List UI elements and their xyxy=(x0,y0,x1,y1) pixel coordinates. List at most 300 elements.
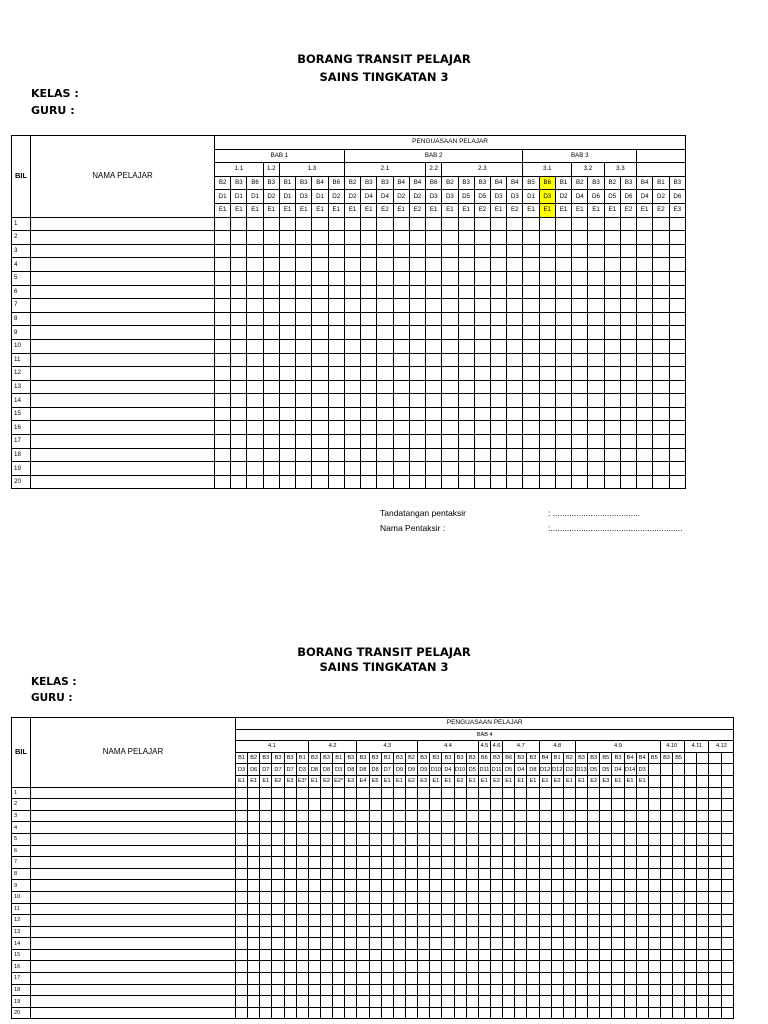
mastery-cell[interactable] xyxy=(673,868,685,880)
mastery-cell[interactable] xyxy=(588,339,604,353)
mastery-cell[interactable] xyxy=(490,312,506,326)
mastery-cell[interactable] xyxy=(612,938,624,950)
mastery-cell[interactable] xyxy=(333,961,345,973)
mastery-cell[interactable] xyxy=(393,903,405,915)
mastery-cell[interactable] xyxy=(527,926,539,938)
mastery-cell[interactable] xyxy=(697,810,709,822)
mastery-cell[interactable] xyxy=(653,244,669,258)
mastery-cell[interactable] xyxy=(405,1007,417,1019)
mastery-cell[interactable] xyxy=(333,833,345,845)
mastery-cell[interactable] xyxy=(539,868,551,880)
mastery-cell[interactable] xyxy=(263,271,279,285)
student-name-cell[interactable] xyxy=(31,448,215,462)
mastery-cell[interactable] xyxy=(357,949,369,961)
mastery-cell[interactable] xyxy=(515,891,527,903)
mastery-cell[interactable] xyxy=(328,339,344,353)
mastery-cell[interactable] xyxy=(279,462,295,476)
mastery-cell[interactable] xyxy=(636,868,648,880)
student-name-cell[interactable] xyxy=(31,475,215,489)
mastery-cell[interactable] xyxy=(215,394,231,408)
mastery-cell[interactable] xyxy=(409,394,425,408)
mastery-cell[interactable] xyxy=(507,380,523,394)
mastery-cell[interactable] xyxy=(296,435,312,449)
mastery-cell[interactable] xyxy=(418,799,430,811)
student-name-cell[interactable] xyxy=(31,312,215,326)
mastery-cell[interactable] xyxy=(637,435,653,449)
mastery-cell[interactable] xyxy=(539,271,555,285)
mastery-cell[interactable] xyxy=(527,915,539,927)
mastery-cell[interactable] xyxy=(515,799,527,811)
mastery-cell[interactable] xyxy=(685,949,697,961)
mastery-cell[interactable] xyxy=(361,407,377,421)
mastery-cell[interactable] xyxy=(454,961,466,973)
mastery-cell[interactable] xyxy=(503,880,515,892)
mastery-cell[interactable] xyxy=(454,880,466,892)
mastery-cell[interactable] xyxy=(296,868,308,880)
mastery-cell[interactable] xyxy=(503,822,515,834)
mastery-cell[interactable] xyxy=(523,244,539,258)
mastery-cell[interactable] xyxy=(490,1007,502,1019)
mastery-cell[interactable] xyxy=(612,961,624,973)
mastery-cell[interactable] xyxy=(697,996,709,1008)
mastery-cell[interactable] xyxy=(474,258,490,272)
mastery-cell[interactable] xyxy=(673,926,685,938)
mastery-cell[interactable] xyxy=(215,312,231,326)
mastery-cell[interactable] xyxy=(523,326,539,340)
mastery-cell[interactable] xyxy=(215,258,231,272)
mastery-cell[interactable] xyxy=(263,244,279,258)
mastery-cell[interactable] xyxy=(409,462,425,476)
mastery-cell[interactable] xyxy=(551,973,563,985)
mastery-cell[interactable] xyxy=(490,299,506,313)
mastery-cell[interactable] xyxy=(697,915,709,927)
mastery-cell[interactable] xyxy=(357,903,369,915)
mastery-cell[interactable] xyxy=(393,799,405,811)
mastery-cell[interactable] xyxy=(503,996,515,1008)
mastery-cell[interactable] xyxy=(454,949,466,961)
mastery-cell[interactable] xyxy=(636,799,648,811)
mastery-cell[interactable] xyxy=(231,435,247,449)
mastery-cell[interactable] xyxy=(248,926,260,938)
mastery-cell[interactable] xyxy=(279,407,295,421)
mastery-cell[interactable] xyxy=(539,258,555,272)
mastery-cell[interactable] xyxy=(409,339,425,353)
mastery-cell[interactable] xyxy=(673,880,685,892)
student-name-cell[interactable] xyxy=(31,299,215,313)
mastery-cell[interactable] xyxy=(600,845,612,857)
mastery-cell[interactable] xyxy=(673,938,685,950)
mastery-cell[interactable] xyxy=(357,996,369,1008)
mastery-cell[interactable] xyxy=(231,353,247,367)
mastery-cell[interactable] xyxy=(709,961,721,973)
mastery-cell[interactable] xyxy=(260,949,272,961)
mastery-cell[interactable] xyxy=(409,475,425,489)
mastery-cell[interactable] xyxy=(308,938,320,950)
mastery-cell[interactable] xyxy=(624,915,636,927)
mastery-cell[interactable] xyxy=(588,868,600,880)
mastery-cell[interactable] xyxy=(604,285,620,299)
mastery-cell[interactable] xyxy=(248,787,260,799)
mastery-cell[interactable] xyxy=(418,996,430,1008)
mastery-cell[interactable] xyxy=(272,799,284,811)
mastery-cell[interactable] xyxy=(620,394,636,408)
mastery-cell[interactable] xyxy=(369,880,381,892)
mastery-cell[interactable] xyxy=(721,891,734,903)
mastery-cell[interactable] xyxy=(507,475,523,489)
mastery-cell[interactable] xyxy=(636,915,648,927)
mastery-cell[interactable] xyxy=(600,926,612,938)
mastery-cell[interactable] xyxy=(490,271,506,285)
mastery-cell[interactable] xyxy=(575,926,587,938)
mastery-cell[interactable] xyxy=(308,833,320,845)
mastery-cell[interactable] xyxy=(539,462,555,476)
mastery-cell[interactable] xyxy=(507,448,523,462)
mastery-cell[interactable] xyxy=(345,949,357,961)
mastery-cell[interactable] xyxy=(612,799,624,811)
mastery-cell[interactable] xyxy=(328,475,344,489)
mastery-cell[interactable] xyxy=(507,258,523,272)
mastery-cell[interactable] xyxy=(284,949,296,961)
mastery-cell[interactable] xyxy=(442,973,454,985)
mastery-cell[interactable] xyxy=(539,833,551,845)
mastery-cell[interactable] xyxy=(648,799,660,811)
mastery-cell[interactable] xyxy=(539,857,551,869)
mastery-cell[interactable] xyxy=(215,271,231,285)
mastery-cell[interactable] xyxy=(328,312,344,326)
mastery-cell[interactable] xyxy=(563,973,575,985)
mastery-cell[interactable] xyxy=(673,833,685,845)
mastery-cell[interactable] xyxy=(272,880,284,892)
mastery-cell[interactable] xyxy=(296,217,312,231)
mastery-cell[interactable] xyxy=(600,891,612,903)
mastery-cell[interactable] xyxy=(490,891,502,903)
mastery-cell[interactable] xyxy=(426,421,442,435)
mastery-cell[interactable] xyxy=(697,984,709,996)
mastery-cell[interactable] xyxy=(442,285,458,299)
mastery-cell[interactable] xyxy=(507,244,523,258)
mastery-cell[interactable] xyxy=(442,1007,454,1019)
mastery-cell[interactable] xyxy=(393,394,409,408)
mastery-cell[interactable] xyxy=(393,845,405,857)
mastery-cell[interactable] xyxy=(393,448,409,462)
mastery-cell[interactable] xyxy=(231,231,247,245)
mastery-cell[interactable] xyxy=(369,810,381,822)
mastery-cell[interactable] xyxy=(660,926,672,938)
mastery-cell[interactable] xyxy=(361,394,377,408)
mastery-cell[interactable] xyxy=(263,462,279,476)
mastery-cell[interactable] xyxy=(620,475,636,489)
mastery-cell[interactable] xyxy=(660,799,672,811)
mastery-cell[interactable] xyxy=(248,799,260,811)
mastery-cell[interactable] xyxy=(600,857,612,869)
mastery-cell[interactable] xyxy=(624,880,636,892)
mastery-cell[interactable] xyxy=(478,984,490,996)
mastery-cell[interactable] xyxy=(418,845,430,857)
mastery-cell[interactable] xyxy=(369,787,381,799)
mastery-cell[interactable] xyxy=(344,367,360,381)
mastery-cell[interactable] xyxy=(393,380,409,394)
mastery-cell[interactable] xyxy=(333,799,345,811)
mastery-cell[interactable] xyxy=(272,868,284,880)
mastery-cell[interactable] xyxy=(296,285,312,299)
mastery-cell[interactable] xyxy=(685,1007,697,1019)
mastery-cell[interactable] xyxy=(263,339,279,353)
mastery-cell[interactable] xyxy=(555,462,571,476)
mastery-cell[interactable] xyxy=(466,903,478,915)
mastery-cell[interactable] xyxy=(328,367,344,381)
mastery-cell[interactable] xyxy=(454,891,466,903)
mastery-cell[interactable] xyxy=(527,996,539,1008)
mastery-cell[interactable] xyxy=(478,799,490,811)
mastery-cell[interactable] xyxy=(405,938,417,950)
mastery-cell[interactable] xyxy=(308,926,320,938)
mastery-cell[interactable] xyxy=(572,421,588,435)
mastery-cell[interactable] xyxy=(572,258,588,272)
student-name-cell[interactable] xyxy=(31,926,236,938)
mastery-cell[interactable] xyxy=(344,448,360,462)
mastery-cell[interactable] xyxy=(215,407,231,421)
mastery-cell[interactable] xyxy=(333,949,345,961)
mastery-cell[interactable] xyxy=(637,448,653,462)
mastery-cell[interactable] xyxy=(458,367,474,381)
mastery-cell[interactable] xyxy=(454,984,466,996)
mastery-cell[interactable] xyxy=(308,915,320,927)
mastery-cell[interactable] xyxy=(515,880,527,892)
mastery-cell[interactable] xyxy=(624,822,636,834)
mastery-cell[interactable] xyxy=(673,787,685,799)
mastery-cell[interactable] xyxy=(426,231,442,245)
mastery-cell[interactable] xyxy=(418,961,430,973)
mastery-cell[interactable] xyxy=(523,407,539,421)
mastery-cell[interactable] xyxy=(357,845,369,857)
mastery-cell[interactable] xyxy=(454,973,466,985)
mastery-cell[interactable] xyxy=(377,394,393,408)
mastery-cell[interactable] xyxy=(357,880,369,892)
mastery-cell[interactable] xyxy=(551,880,563,892)
mastery-cell[interactable] xyxy=(721,857,734,869)
mastery-cell[interactable] xyxy=(523,475,539,489)
mastery-cell[interactable] xyxy=(405,810,417,822)
mastery-cell[interactable] xyxy=(260,938,272,950)
mastery-cell[interactable] xyxy=(604,407,620,421)
mastery-cell[interactable] xyxy=(575,891,587,903)
mastery-cell[interactable] xyxy=(697,926,709,938)
mastery-cell[interactable] xyxy=(369,973,381,985)
mastery-cell[interactable] xyxy=(430,915,442,927)
mastery-cell[interactable] xyxy=(454,903,466,915)
mastery-cell[interactable] xyxy=(458,339,474,353)
mastery-cell[interactable] xyxy=(474,462,490,476)
mastery-cell[interactable] xyxy=(620,353,636,367)
mastery-cell[interactable] xyxy=(620,217,636,231)
student-name-cell[interactable] xyxy=(31,326,215,340)
mastery-cell[interactable] xyxy=(648,891,660,903)
mastery-cell[interactable] xyxy=(636,822,648,834)
mastery-cell[interactable] xyxy=(279,394,295,408)
mastery-cell[interactable] xyxy=(660,787,672,799)
mastery-cell[interactable] xyxy=(637,475,653,489)
mastery-cell[interactable] xyxy=(247,217,263,231)
mastery-cell[interactable] xyxy=(612,822,624,834)
mastery-cell[interactable] xyxy=(430,973,442,985)
mastery-cell[interactable] xyxy=(588,394,604,408)
mastery-cell[interactable] xyxy=(442,435,458,449)
mastery-cell[interactable] xyxy=(604,312,620,326)
mastery-cell[interactable] xyxy=(418,973,430,985)
mastery-cell[interactable] xyxy=(466,857,478,869)
mastery-cell[interactable] xyxy=(709,891,721,903)
mastery-cell[interactable] xyxy=(490,367,506,381)
mastery-cell[interactable] xyxy=(555,271,571,285)
mastery-cell[interactable] xyxy=(474,312,490,326)
mastery-cell[interactable] xyxy=(466,880,478,892)
mastery-cell[interactable] xyxy=(284,1007,296,1019)
mastery-cell[interactable] xyxy=(272,891,284,903)
mastery-cell[interactable] xyxy=(600,868,612,880)
mastery-cell[interactable] xyxy=(466,938,478,950)
mastery-cell[interactable] xyxy=(357,822,369,834)
mastery-cell[interactable] xyxy=(669,231,686,245)
mastery-cell[interactable] xyxy=(369,996,381,1008)
mastery-cell[interactable] xyxy=(418,903,430,915)
mastery-cell[interactable] xyxy=(575,810,587,822)
mastery-cell[interactable] xyxy=(490,938,502,950)
mastery-cell[interactable] xyxy=(231,312,247,326)
mastery-cell[interactable] xyxy=(474,271,490,285)
mastery-cell[interactable] xyxy=(539,938,551,950)
mastery-cell[interactable] xyxy=(697,891,709,903)
mastery-cell[interactable] xyxy=(284,926,296,938)
mastery-cell[interactable] xyxy=(357,984,369,996)
mastery-cell[interactable] xyxy=(604,380,620,394)
mastery-cell[interactable] xyxy=(604,299,620,313)
mastery-cell[interactable] xyxy=(308,903,320,915)
mastery-cell[interactable] xyxy=(515,938,527,950)
mastery-cell[interactable] xyxy=(709,926,721,938)
mastery-cell[interactable] xyxy=(442,949,454,961)
mastery-cell[interactable] xyxy=(409,435,425,449)
mastery-cell[interactable] xyxy=(507,339,523,353)
mastery-cell[interactable] xyxy=(563,833,575,845)
mastery-cell[interactable] xyxy=(637,312,653,326)
mastery-cell[interactable] xyxy=(490,217,506,231)
mastery-cell[interactable] xyxy=(296,996,308,1008)
mastery-cell[interactable] xyxy=(624,938,636,950)
mastery-cell[interactable] xyxy=(653,435,669,449)
mastery-cell[interactable] xyxy=(539,810,551,822)
mastery-cell[interactable] xyxy=(308,996,320,1008)
mastery-cell[interactable] xyxy=(393,868,405,880)
mastery-cell[interactable] xyxy=(430,822,442,834)
mastery-cell[interactable] xyxy=(345,903,357,915)
mastery-cell[interactable] xyxy=(231,475,247,489)
mastery-cell[interactable] xyxy=(430,984,442,996)
mastery-cell[interactable] xyxy=(490,996,502,1008)
mastery-cell[interactable] xyxy=(357,810,369,822)
mastery-cell[interactable] xyxy=(312,231,328,245)
mastery-cell[interactable] xyxy=(369,961,381,973)
mastery-cell[interactable] xyxy=(236,984,248,996)
mastery-cell[interactable] xyxy=(572,312,588,326)
mastery-cell[interactable] xyxy=(345,973,357,985)
mastery-cell[interactable] xyxy=(478,833,490,845)
mastery-cell[interactable] xyxy=(381,868,393,880)
mastery-cell[interactable] xyxy=(507,421,523,435)
mastery-cell[interactable] xyxy=(474,380,490,394)
mastery-cell[interactable] xyxy=(466,787,478,799)
mastery-cell[interactable] xyxy=(673,984,685,996)
mastery-cell[interactable] xyxy=(588,833,600,845)
mastery-cell[interactable] xyxy=(604,258,620,272)
mastery-cell[interactable] xyxy=(393,880,405,892)
mastery-cell[interactable] xyxy=(320,996,332,1008)
mastery-cell[interactable] xyxy=(279,312,295,326)
mastery-cell[interactable] xyxy=(247,339,263,353)
mastery-cell[interactable] xyxy=(563,926,575,938)
mastery-cell[interactable] xyxy=(344,353,360,367)
mastery-cell[interactable] xyxy=(409,367,425,381)
mastery-cell[interactable] xyxy=(333,973,345,985)
mastery-cell[interactable] xyxy=(344,285,360,299)
mastery-cell[interactable] xyxy=(458,312,474,326)
mastery-cell[interactable] xyxy=(236,903,248,915)
mastery-cell[interactable] xyxy=(721,996,734,1008)
mastery-cell[interactable] xyxy=(648,810,660,822)
mastery-cell[interactable] xyxy=(660,857,672,869)
mastery-cell[interactable] xyxy=(377,217,393,231)
mastery-cell[interactable] xyxy=(320,891,332,903)
mastery-cell[interactable] xyxy=(673,810,685,822)
mastery-cell[interactable] xyxy=(575,787,587,799)
mastery-cell[interactable] xyxy=(660,810,672,822)
mastery-cell[interactable] xyxy=(344,421,360,435)
mastery-cell[interactable] xyxy=(409,285,425,299)
mastery-cell[interactable] xyxy=(393,299,409,313)
mastery-cell[interactable] xyxy=(697,787,709,799)
mastery-cell[interactable] xyxy=(328,217,344,231)
mastery-cell[interactable] xyxy=(215,353,231,367)
mastery-cell[interactable] xyxy=(247,271,263,285)
mastery-cell[interactable] xyxy=(393,421,409,435)
mastery-cell[interactable] xyxy=(454,833,466,845)
mastery-cell[interactable] xyxy=(357,799,369,811)
mastery-cell[interactable] xyxy=(344,217,360,231)
mastery-cell[interactable] xyxy=(490,949,502,961)
mastery-cell[interactable] xyxy=(588,949,600,961)
mastery-cell[interactable] xyxy=(430,926,442,938)
mastery-cell[interactable] xyxy=(312,258,328,272)
mastery-cell[interactable] xyxy=(721,949,734,961)
mastery-cell[interactable] xyxy=(279,271,295,285)
mastery-cell[interactable] xyxy=(272,903,284,915)
mastery-cell[interactable] xyxy=(503,915,515,927)
mastery-cell[interactable] xyxy=(284,810,296,822)
mastery-cell[interactable] xyxy=(418,1007,430,1019)
mastery-cell[interactable] xyxy=(442,822,454,834)
mastery-cell[interactable] xyxy=(636,996,648,1008)
mastery-cell[interactable] xyxy=(563,891,575,903)
mastery-cell[interactable] xyxy=(328,407,344,421)
mastery-cell[interactable] xyxy=(709,949,721,961)
mastery-cell[interactable] xyxy=(361,299,377,313)
mastery-cell[interactable] xyxy=(555,258,571,272)
mastery-cell[interactable] xyxy=(490,926,502,938)
mastery-cell[interactable] xyxy=(248,891,260,903)
mastery-cell[interactable] xyxy=(361,421,377,435)
student-name-cell[interactable] xyxy=(31,271,215,285)
mastery-cell[interactable] xyxy=(563,822,575,834)
mastery-cell[interactable] xyxy=(600,984,612,996)
